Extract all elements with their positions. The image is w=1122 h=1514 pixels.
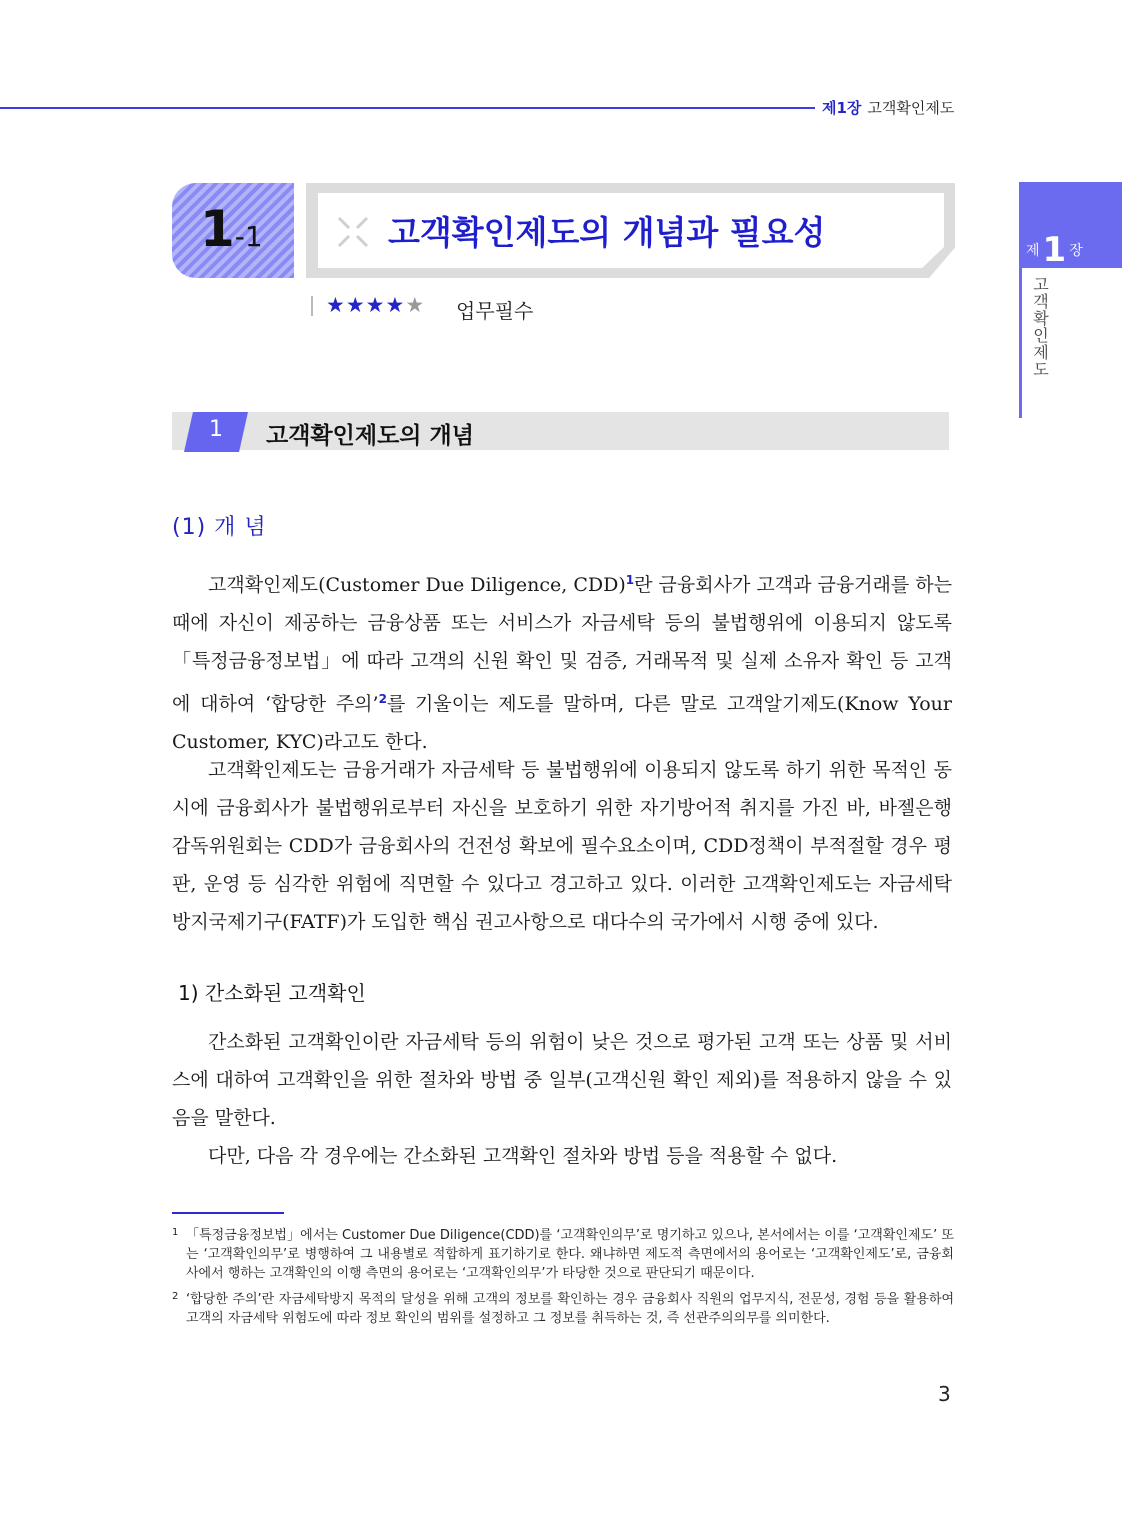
header-rule: [0, 107, 815, 109]
star-empty-icon: ★: [405, 293, 426, 317]
paragraph-text: 간소화된 고객확인이란 자금세탁 등의 위험이 낮은 것으로 평가된 고객 또는 상품 및 서비스에 대하여 고객확인을 위한 절차와 방법 중 일부(고객신원 확인 제외)를 적용하지 않을 수 있음을 말한다.: [172, 1031, 952, 1129]
side-char: 고: [1033, 275, 1049, 294]
footnote-1: 「특정금융정보법」에서는 Customer Due Diligence(CDD)를 ‘고객확인의무’로 명기하고 있으나, 본서에서는 이를 ‘고객확인제도’ 또는 ‘고객확인의무’로 병행하여 그 내용별로 적합하게 표기하기로 한다. 왜냐하면 제도적 측면에서의 용어로는 ‘고객확인제도’로, 금융회사에서 행하는 고객확인의 이행 측면의 용어로는 ‘고객확인의무’가 타당한 것으로 판단되기 때문이다.: [186, 1228, 954, 1281]
side-tab-bar: [1019, 268, 1022, 418]
star-filled-icon: ★★★★: [326, 293, 406, 317]
footnote-ref-1[interactable]: 1: [625, 573, 635, 587]
section-number-main: 1: [200, 200, 235, 258]
paragraph-simplified: [172, 1023, 952, 1137]
section-number-sub: -1: [234, 220, 263, 253]
paragraph-purpose: [172, 751, 952, 941]
paragraph-text: 다만, 다음 각 경우에는 간소화된 고객확인 절차와 방법 등을 적용할 수 없다.: [208, 1145, 838, 1167]
cross-decoration-icon: [336, 215, 370, 249]
footnote-mark-1: 1: [172, 1227, 179, 1238]
chapter-suffix: 장: [1069, 243, 1083, 259]
side-char: 객: [1033, 292, 1049, 311]
running-header: [822, 97, 954, 118]
heading-simplified-cdd: 1) 간소화된 고객확인: [178, 981, 366, 1005]
importance-stars: [326, 293, 425, 317]
section-number: [200, 200, 263, 258]
heading-concept: (1) 개 념: [172, 515, 267, 540]
footnote-2: ‘합당한 주의’란 자금세탁방지 목적의 달성을 위해 고객의 정보를 확인하는 경우 금융회사 직원의 업무지식, 전문성, 경험 등을 활용하여 고객의 자금세탁 위험도에 따라 정보 확인의 범위를 설정하고 그 정보를 취득하는 것, 즉 선관주의의무를 의미한다.: [186, 1292, 954, 1326]
header-chapter: 제1장: [822, 99, 862, 117]
chapter-side-label: [1026, 230, 1083, 270]
section-title: 고객확인제도의 개념과 필요성: [388, 213, 826, 252]
subsection-title: 고객확인제도의 개념: [266, 423, 474, 449]
rating-label: 업무필수: [456, 299, 534, 323]
paragraph-text: 고객확인제도(Customer Due Diligence, CDD): [208, 574, 626, 596]
footnote-mark-2: 2: [172, 1291, 179, 1302]
footnote-ref-2[interactable]: 2: [378, 692, 387, 706]
chapter-prefix: 제: [1026, 243, 1040, 259]
subsection-number: 1: [209, 417, 223, 442]
side-vertical-title: [1030, 276, 1052, 378]
paragraph-definition: [172, 561, 952, 761]
paragraph-text: 를 기울이는 제도를 말하며, 다른 말로 고객알기제도(Know Your Customer, KYC)라고도 한다.: [172, 693, 952, 753]
chapter-number: 1: [1042, 230, 1067, 270]
paragraph-text: 고객확인제도는 금융거래가 자금세탁 등 불법행위에 이용되지 않도록 하기 위한 목적인 동시에 금융회사가 불법행위로부터 자신을 보호하기 위한 자기방어적 취지를 가진 바, 바젤은행감독위원회는 CDD가 금융회사의 건전성 확보에 필수요소이며, CDD정책이 부적절할 경우 평판, 운영 등 심각한 위험에 직면할 수 있다고 경고하고 있다. 이러한 고객확인제도는 자금세탁방지국제기구(FATF)가 도입한 핵심 권고사항으로 대다수의 국가에서 시행 중에 있다.: [172, 759, 952, 933]
side-char: 제: [1033, 343, 1049, 362]
page-number: 3: [938, 1382, 951, 1406]
paragraph-exceptions: [172, 1137, 952, 1175]
paragraph-text: 란 금융회사가 고객과 금융거래를 하는 때에 자신이 제공하는 금융상품 또는 서비스가 자금세탁 등의 불법행위에 이용되지 않도록 「특정금융정보법」에 따라 고객의 신원 확인 및 검증, 거래목적 및 실제 소유자 확인 등 고객에 대하여 ‘합당한 주의’: [172, 574, 952, 715]
rating-divider: [311, 296, 313, 316]
side-char: 확: [1033, 309, 1049, 328]
footnote-rule: [172, 1212, 284, 1214]
header-title: 고객확인제도: [867, 99, 955, 117]
side-char: 도: [1033, 360, 1049, 379]
side-char: 인: [1033, 326, 1049, 345]
